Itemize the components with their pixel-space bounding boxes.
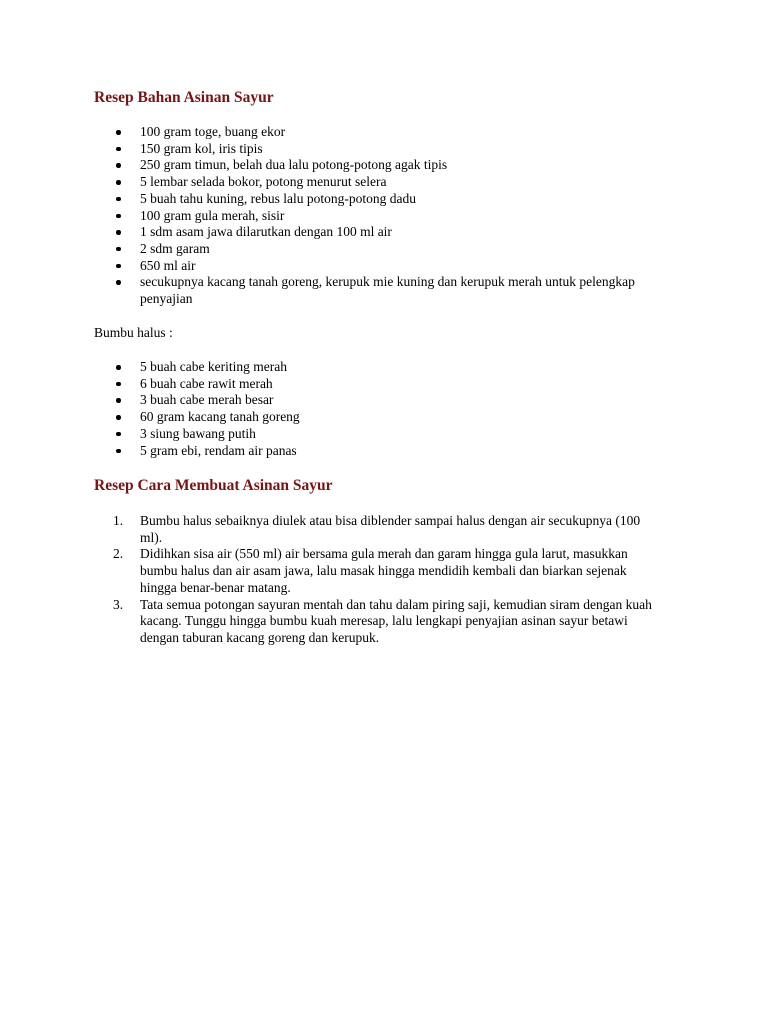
ingredient-item: 150 gram kol, iris tipis <box>0 141 660 158</box>
ingredient-item: 250 gram timun, belah dua lalu potong-potong agak tipis <box>0 157 660 174</box>
bumbu-item: 60 gram kacang tanah goreng <box>0 409 660 426</box>
bumbu-item: 5 gram ebi, rendam air panas <box>0 443 660 460</box>
ingredient-item: 100 gram gula merah, sisir <box>0 208 660 225</box>
ingredient-item: 5 lembar selada bokor, potong menurut selera <box>0 174 660 191</box>
bumbu-item: 3 buah cabe merah besar <box>0 392 660 409</box>
step-number: 1. <box>113 513 124 528</box>
step-text: Bumbu halus sebaiknya diulek atau bisa diblender sampai halus dengan air secukupnya (100 ml). <box>140 513 641 545</box>
step-item <box>0 513 660 546</box>
bumbu-item: 3 siung bawang putih <box>0 426 660 443</box>
step-item <box>0 546 660 596</box>
ingredient-item: 100 gram toge, buang ekor <box>0 124 660 141</box>
step-text: Didihkan sisa air (550 ml) air bersama gula merah dan garam hingga gula larut, masukkan bumbu halus dan air asam jawa, lalu masak hingga mendidih kembali dan biarkan sejenak hingga benar-benar matang. <box>140 546 628 595</box>
step-text: Tata semua potongan sayuran mentah dan tahu dalam piring saji, kemudian siram dengan kuah kacang. Tunggu hingga bumbu kuah meresap, lalu lengkapi penyajian asinan sayur betawi dengan taburan kacang goreng dan kerupuk. <box>140 596 652 645</box>
step-item <box>0 597 660 647</box>
ingredient-item: secukupnya kacang tanah goreng, kerupuk mie kuning dan kerupuk merah untuk pelengkap penyajian <box>0 274 660 307</box>
bumbu-item: 6 buah cabe rawit merah <box>0 376 660 393</box>
steps-list <box>0 513 660 647</box>
ingredient-item: 2 sdm garam <box>0 241 660 258</box>
bumbu-list <box>0 359 700 459</box>
bumbu-item: 5 buah cabe keriting merah <box>0 359 660 376</box>
step-number: 2. <box>113 546 124 562</box>
ingredients-list <box>0 124 700 308</box>
step-number: 3. <box>113 596 124 612</box>
ingredient-item: 5 buah tahu kuning, rebus lalu potong-potong dadu <box>0 191 660 208</box>
steps-heading: Resep Cara Membuat Asinan Sayur <box>94 477 333 494</box>
ingredient-item: 650 ml air <box>0 258 660 275</box>
ingredient-item: 1 sdm asam jawa dilarutkan dengan 100 ml air <box>0 224 660 241</box>
bumbu-label: Bumbu halus : <box>94 325 173 340</box>
ingredients-heading: Resep Bahan Asinan Sayur <box>94 89 274 106</box>
